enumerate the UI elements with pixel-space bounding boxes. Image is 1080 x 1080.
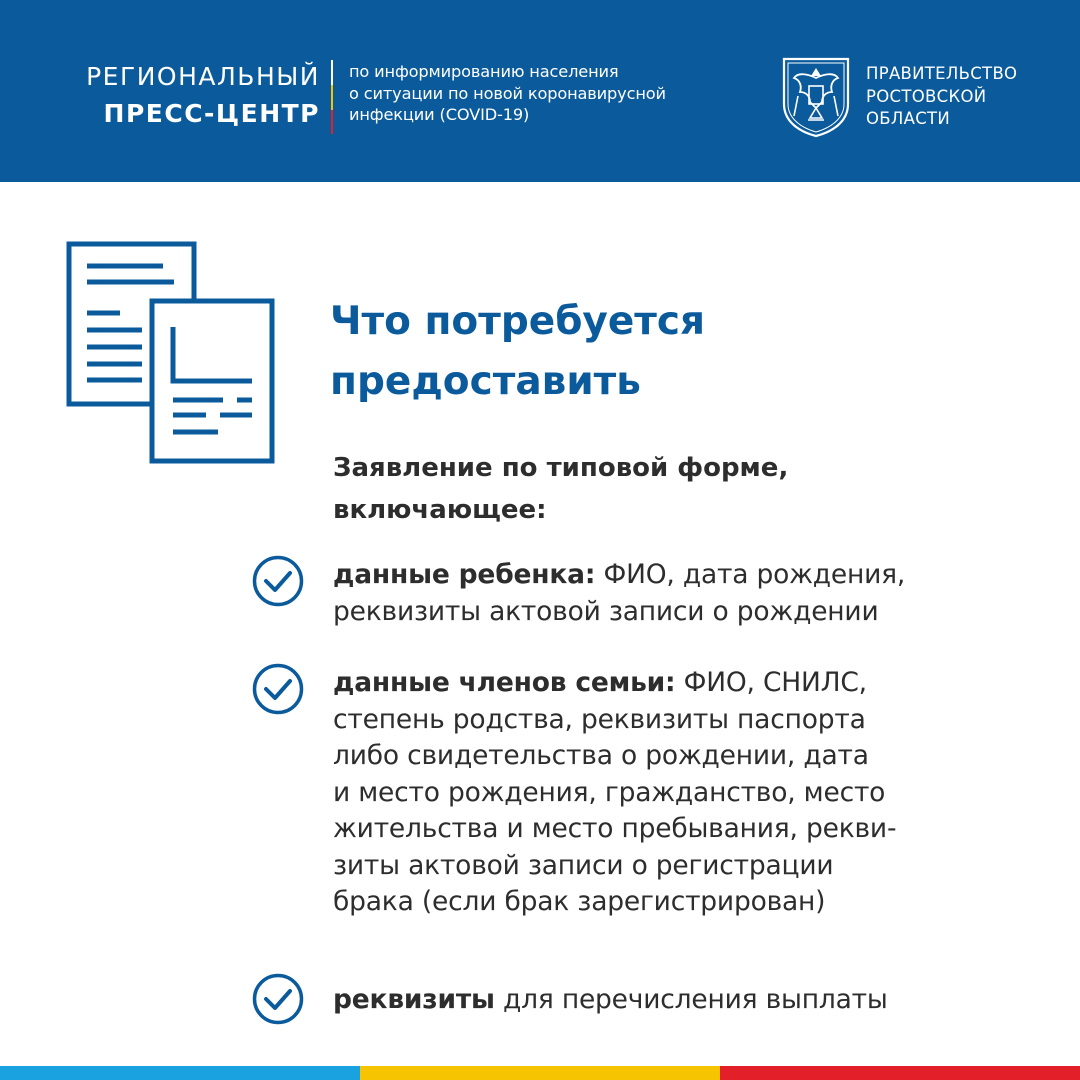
list-item-family-data xyxy=(333,665,896,921)
lead-line: Заявление по типовой форме, xyxy=(333,453,789,483)
item-bold-label: реквизиты xyxy=(333,984,495,1015)
list-item-payment-details xyxy=(333,982,888,1019)
brand-title-line1: РЕГИОНАЛЬНЫЙ xyxy=(86,62,320,91)
subtitle-line: по информированию населения xyxy=(349,62,619,81)
government-name-line: ПРАВИТЕЛЬСТВО xyxy=(866,64,1018,83)
lead-text xyxy=(333,447,788,531)
government-name-line: РОСТОВСКОЙ xyxy=(866,86,987,106)
government-name xyxy=(866,63,1017,131)
list-item-child-data xyxy=(333,557,905,630)
item-text: реквизиты актовой записи о рождении xyxy=(333,595,879,627)
footer-color-stripe xyxy=(0,1066,1080,1080)
title-line: предоставить xyxy=(330,359,641,404)
subtitle-line: о ситуации по новой коронавирусной xyxy=(349,83,666,103)
page-title xyxy=(330,292,705,412)
stripe-yellow xyxy=(360,1066,720,1080)
subtitle-line: инфекции (COVID-19) xyxy=(349,105,530,124)
stripe-blue xyxy=(0,1066,360,1080)
government-name-line: ОБЛАСТИ xyxy=(866,109,951,128)
title-line: Что потребуется xyxy=(330,299,706,344)
item-text: для перечисления выплаты xyxy=(494,984,888,1015)
check-circle-icon xyxy=(252,555,304,607)
item-text: либо свидетельства о рождении, дата xyxy=(333,740,869,771)
item-text: ФИО, дата рождения, xyxy=(595,559,906,590)
item-text: и место рождения, гражданство, место xyxy=(333,776,886,808)
item-text: жительства и место пребывания, рекви- xyxy=(333,813,897,844)
lead-line: включающее: xyxy=(333,495,547,525)
item-text: степень родства, реквизиты паспорта xyxy=(333,703,866,735)
item-bold-label: данные ребенка: xyxy=(333,559,596,590)
item-bold-label: данные членов семьи: xyxy=(333,667,676,698)
check-circle-icon xyxy=(252,663,304,715)
stripe-red xyxy=(720,1066,1080,1080)
brand-divider xyxy=(331,60,333,134)
item-text: ФИО, СНИЛС, xyxy=(675,667,867,698)
header-banner xyxy=(0,0,1080,182)
item-text: брака (если брак зарегистрирован) xyxy=(333,886,826,917)
check-circle-icon xyxy=(252,973,304,1025)
documents-icon xyxy=(60,235,282,467)
rostov-coat-of-arms-icon xyxy=(780,56,852,138)
brand-title-line2: ПРЕСС-ЦЕНТР xyxy=(103,99,320,128)
item-text: зиты актовой записи о регистрации xyxy=(333,849,834,881)
press-center-subtitle xyxy=(349,61,749,126)
